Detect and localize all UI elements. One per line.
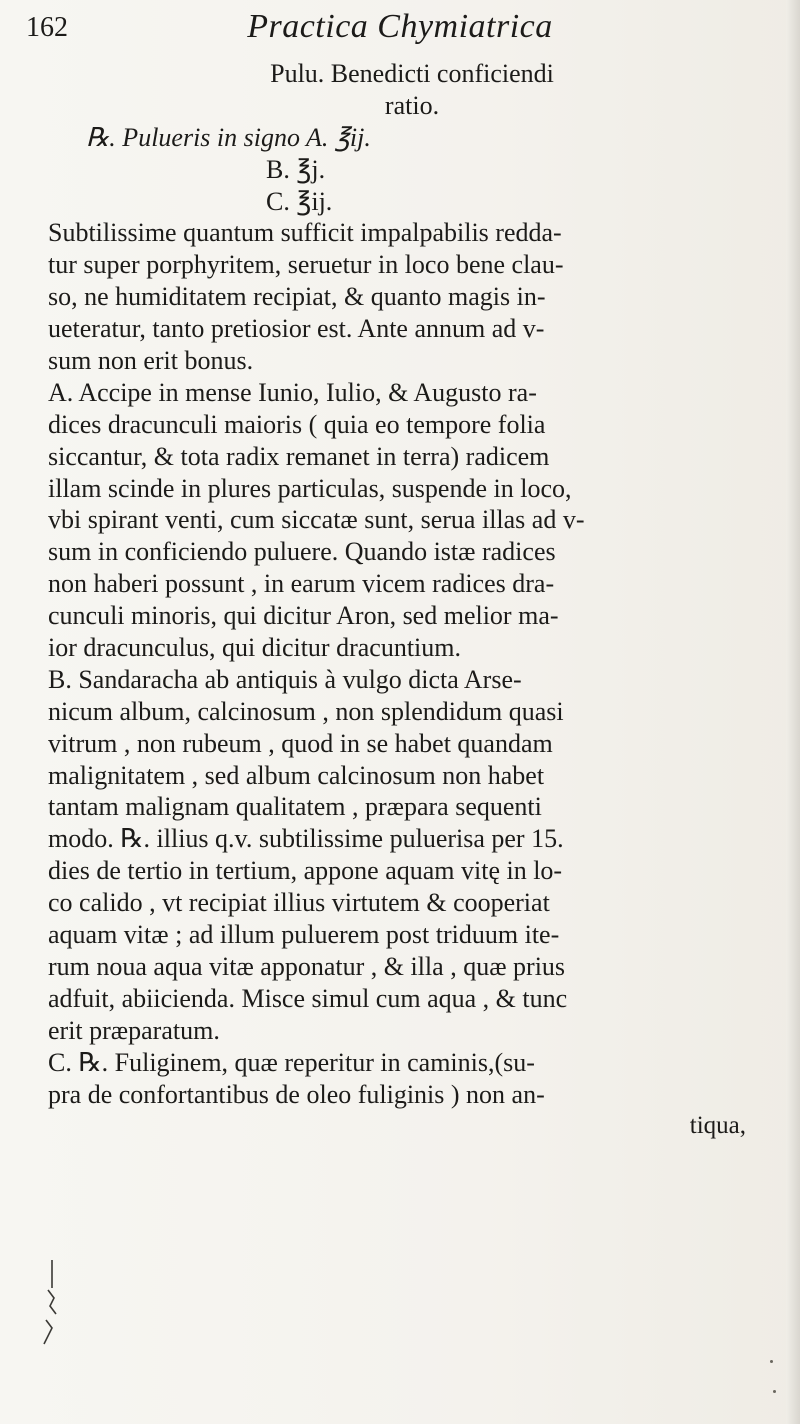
- text-line: co calido , vt recipiat illius virtutem & cooperiat: [48, 888, 550, 918]
- recipe-line: C. ℥ij.: [266, 186, 333, 216]
- margin-ink-mark: [40, 1258, 64, 1348]
- section-title-continued: ratio.: [384, 90, 440, 120]
- text-line: A. Accipe in mense Iunio, Iulio, & Augusto ra-: [48, 377, 537, 407]
- text-line: modo. ℞. illius q.v. subtilissime puluerisa per 15.: [48, 824, 564, 854]
- body-text: [48, 58, 776, 1142]
- text-line: adfuit, abiicienda. Misce simul cum aqua , & tunc: [48, 983, 568, 1013]
- text-line: erit præparatum.: [48, 1015, 220, 1045]
- text-line: siccantur, & tota radix remanet in terra) radicem: [48, 441, 550, 471]
- running-head: Practica Chymiatrica: [247, 8, 553, 45]
- text-line: cunculi minoris, qui dicitur Aron, sed melior ma-: [48, 601, 559, 631]
- catchword: tiqua,: [689, 1112, 746, 1140]
- text-line: nicum album, calcinosum , non splendidum quasi: [48, 696, 564, 726]
- page-number: 162: [26, 12, 68, 43]
- text-line: dies de tertio in tertium, appone aquam vitę in lo-: [48, 856, 563, 886]
- recipe-line: ℞. Pulueris in signo A. ℥ij.: [86, 122, 371, 152]
- text-line: B. Sandaracha ab antiquis à vulgo dicta Arse-: [48, 664, 522, 694]
- text-line: sum in conficiendo puluere. Quando istæ radices: [48, 537, 556, 567]
- speck: [773, 1390, 776, 1393]
- text-line: pra de confortantibus de oleo fuliginis ) non an-: [48, 1079, 545, 1109]
- text-line: ueteratur, tanto pretiosior est. Ante annum ad v-: [48, 314, 545, 344]
- text-line: illam scinde in plures particulas, suspende in loco,: [48, 473, 572, 503]
- speck: [770, 1360, 773, 1363]
- text-line: vitrum , non rubeum , quod in se habet quandam: [48, 728, 553, 758]
- text-line: C. ℞. Fuliginem, quæ reperitur in caminis,(su-: [48, 1047, 535, 1077]
- text-line: Subtilissime quantum sufficit impalpabilis redda-: [48, 218, 562, 248]
- text-line: aquam vitæ ; ad illum puluerem post triduum ite-: [48, 920, 560, 950]
- text-line: non haberi possunt , in earum vicem radices dra-: [48, 569, 555, 599]
- text-line: vbi spirant venti, cum siccatæ sunt, serua illas ad v-: [48, 505, 585, 535]
- text-line: so, ne humiditatem recipiat, & quanto magis in-: [48, 282, 546, 312]
- text-line: malignitatem , sed album calcinosum non habet: [48, 760, 545, 790]
- page-edge: [786, 0, 800, 1424]
- text-line: sum non erit bonus.: [48, 346, 254, 376]
- text-line: ior dracunculus, qui dicitur dracuntium.: [48, 633, 462, 663]
- text-line: dices dracunculi maioris ( quia eo tempore folia: [48, 409, 546, 439]
- recipe-line: B. ℥j.: [266, 154, 326, 184]
- text-line: rum noua aqua vitæ apponatur , & illa , quæ prius: [48, 951, 566, 981]
- text-line: tantam malignam qualitatem , præpara sequenti: [48, 792, 542, 822]
- section-title: Pulu. Benedicti conficiendi: [270, 59, 554, 88]
- page-header: [0, 8, 800, 56]
- text-line: tur super porphyritem, seruetur in loco bene clau-: [48, 250, 564, 280]
